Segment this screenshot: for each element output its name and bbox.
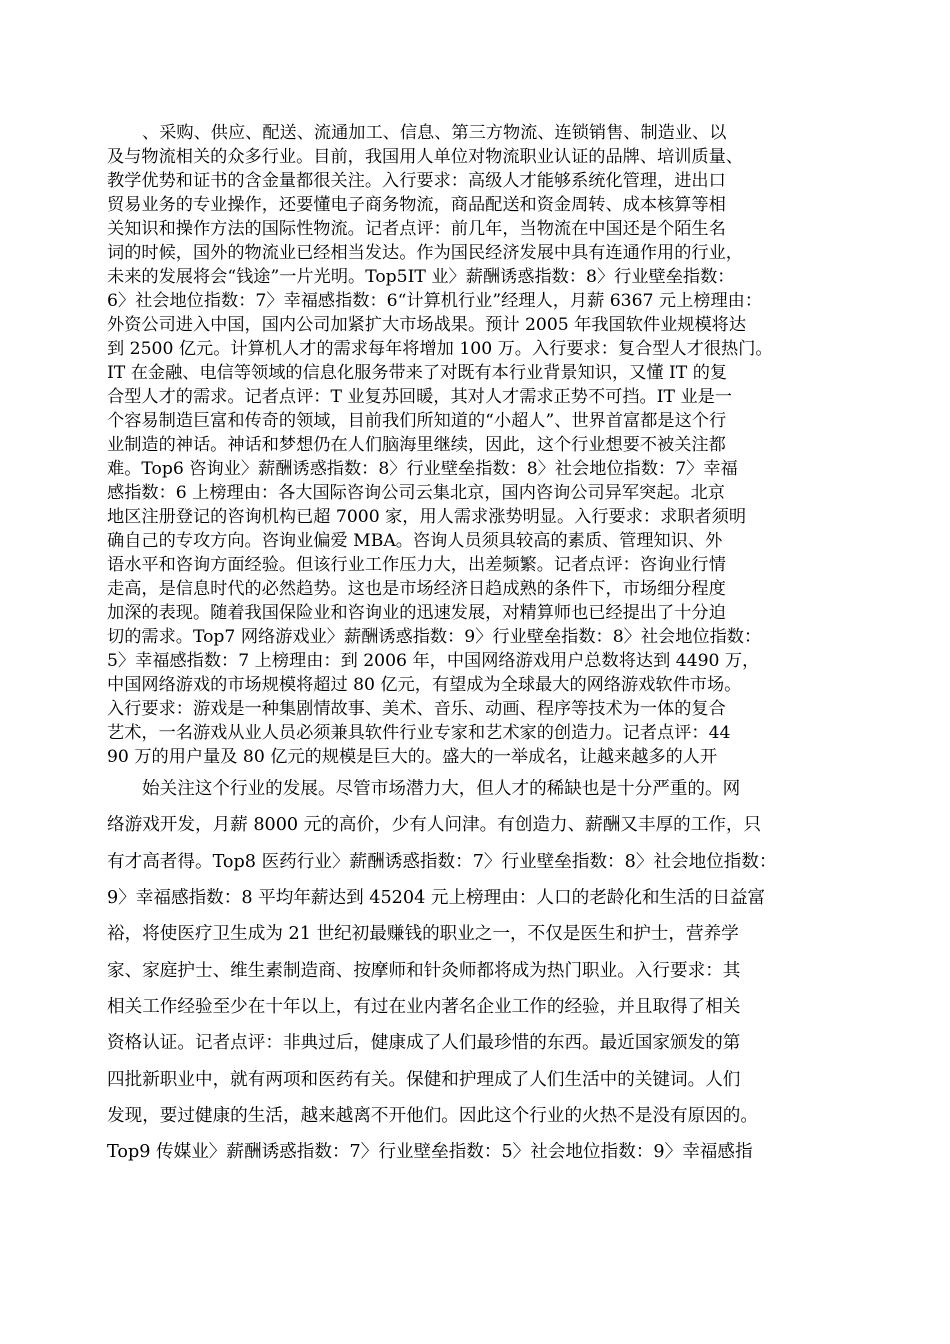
text-line: 词的时候，国外的物流业已经相当发达。作为国民经济发展中具有连通作用的行业， <box>107 243 743 263</box>
text-line: 家、家庭护士、维生素制造商、按摩师和针灸师都将成为热门职业。入行要求：其 <box>107 961 741 981</box>
text-line: 、采购、供应、配送、流通加工、信息、第三方物流、连锁销售、制造业、以 <box>142 123 727 143</box>
text-line: 四批新职业中，就有两项和医药有关。保健和护理成了人们生活中的关键词。人们 <box>107 1070 741 1090</box>
text-line: 关知识和操作方法的国际性物流。记者点评：前几年，当物流在中国还是个陌生名 <box>107 219 726 239</box>
text-line: 裕，将使医疗卫生成为 21 世纪初最赚钱的职业之一，不仅是医生和护士，营养学 <box>107 924 739 944</box>
text-line: 到 2500 亿元。计算机人才的需求每年将增加 100 万。入行要求：复合型人才很热门。 <box>107 339 773 359</box>
text-line: Top9 传媒业〉薪酬诱惑指数：7〉行业壁垒指数：5〉社会地位指数：9〉幸福感指 <box>107 1142 753 1162</box>
text-line: 发现，要过健康的生活，越来越离不开他们。因此这个行业的火热不是没有原因的。 <box>107 1106 758 1126</box>
text-line: 难。Top6 咨询业〉薪酬诱惑指数：8〉行业壁垒指数：8〉社会地位指数：7〉幸福 <box>107 459 738 479</box>
text-line: 未来的发展将会“钱途”一片光明。Top5IT 业〉薪酬诱惑指数：8〉行业壁垒指数： <box>107 267 735 287</box>
text-line: 加深的表现。随着我国保险业和咨询业的迅速发展，对精算师也已经提出了十分迫 <box>107 603 726 623</box>
text-line: 始关注这个行业的发展。尽管市场潜力大，但人才的稀缺也是十分严重的。网 <box>142 779 741 799</box>
text-line: 90 万的用户量及 80 亿元的规模是巨大的。盛大的一举成名，让越来越多的人开 <box>107 747 718 767</box>
text-line: 走高，是信息时代的必然趋势。这也是市场经济日趋成熟的条件下，市场细分程度 <box>107 579 726 599</box>
text-line: IT 在金融、电信等领域的信息化服务带来了对既有本行业背景知识，又懂 IT 的复 <box>107 363 728 383</box>
text-line: 业制造的神话。神话和梦想仍在人们脑海里继续，因此，这个行业想要不被关注都 <box>107 435 726 455</box>
text-line: 9〉幸福感指数：8 平均年薪达到 45204 元上榜理由：人口的老龄化和生活的日益富 <box>107 888 766 908</box>
text-line: 感指数：6 上榜理由：各大国际咨询公司云集北京，国内咨询公司异军突起。北京 <box>107 483 725 503</box>
text-line: 合型人才的需求。记者点评：T 业复苏回暖，其对人才需求正势不可挡。IT 业是一 <box>107 387 733 407</box>
text-line: 有才高者得。Top8 医药行业〉薪酬诱惑指数：7〉行业壁垒指数：8〉社会地位指数： <box>107 852 777 872</box>
text-line: 5〉幸福感指数：7 上榜理由：到 2006 年，中国网络游戏用户总数将达到 4490 万， <box>107 651 760 671</box>
text-line: 教学优势和证书的含金量都很关注。入行要求：高级人才能够系统化管理，进出口 <box>107 171 726 191</box>
text-line: 个容易制造巨富和传奇的领域，目前我们所知道的“小超人”、世界首富都是这个行 <box>107 411 727 431</box>
text-line: 地区注册登记的咨询机构已超 7000 家，用人需求涨势明显。入行要求：求职者须明 <box>107 507 747 527</box>
text-line: 6〉社会地位指数：7〉幸福感指数：6“计算机行业”经理人，月薪 6367 元上榜理由： <box>107 291 763 311</box>
text-line: 入行要求：游戏是一种集剧情故事、美术、音乐、动画、程序等技术为一体的复合 <box>107 699 726 719</box>
text-line: 艺术，一名游戏从业人员必须兼具软件行业专家和艺术家的创造力。记者点评：44 <box>107 723 731 743</box>
text-line: 贸易业务的专业操作，还要懂电子商务物流，商品配送和资金周转、成本核算等相 <box>107 195 726 215</box>
text-line: 及与物流相关的众多行业。目前，我国用人单位对物流职业认证的品牌、培训质量、 <box>107 147 743 167</box>
text-line: 相关工作经验至少在十年以上，有过在业内著名企业工作的经验，并且取得了相关 <box>107 997 741 1017</box>
text-line: 确自己的专攻方向。咨询业偏爱 MBA。咨询人员须具较高的素质、管理知识、外 <box>107 531 723 551</box>
text-line: 切的需求。Top7 网络游戏业〉薪酬诱惑指数：9〉行业壁垒指数：8〉社会地位指数： <box>107 627 762 647</box>
text-line: 语水平和咨询方面经验。但该行业工作压力大，出差频繁。记者点评：咨询业行情 <box>107 555 726 575</box>
text-line: 络游戏开发，月薪 8000 元的高价，少有人问津。有创造力、薪酬又丰厚的工作，只 <box>107 815 762 835</box>
text-line: 外资公司进入中国，国内公司加紧扩大市场战果。预计 2005 年我国软件业规模将达 <box>107 315 747 335</box>
text-line: 中国网络游戏的市场规模将超过 80 亿元，有望成为全球最大的网络游戏软件市场。 <box>107 675 742 695</box>
text-line: 资格认证。记者点评：非典过后，健康成了人们最珍惜的东西。最近国家颁发的第 <box>107 1033 741 1053</box>
